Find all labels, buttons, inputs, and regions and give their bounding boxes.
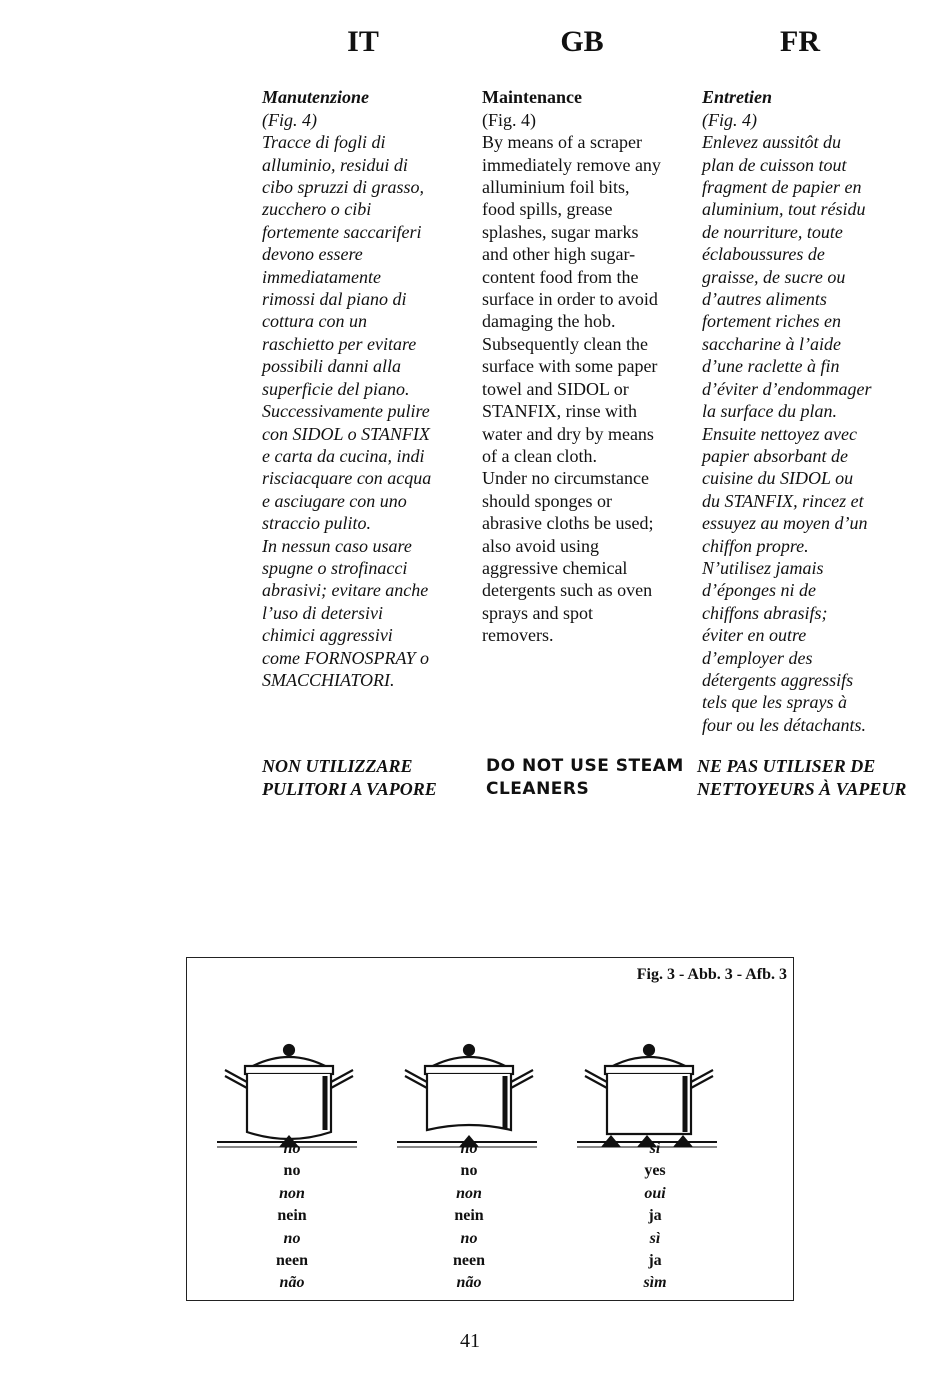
column-it [262,64,477,691]
section-body-fr: (Fig. 4) Enlevez aussitôt du plan de cuisson tout fragment de papier en aluminium, tout résidu de nourriture, toute éclaboussures de graisse, de sucre ou d’autres aliments fortement riches en saccharine à l’aide d’une raclette à fin d’éviter d’endommager la surface du plan. Ensuite nettoyez avec papier absorbant de cuisine du SIDOL ou du STANFIX, rincez et essuyez au moyen d’un chiffon propre. N’utilisez jamais d’éponges ni de chiffons abrasifs; éviter en outre d’employer des détergents aggressifs tels que les sprays à four ou les détachants. [702,109,872,735]
pot-illustration-1 [217,1000,357,1150]
warning-fr: NE PAS UTILISER DE NETTOYEURS À VAPEUR [697,756,907,799]
answer: não [456,1274,482,1292]
answer: nein [454,1207,484,1225]
answer: neen [453,1252,485,1270]
answer: nein [277,1207,307,1225]
page-number: 41 [460,1330,480,1352]
answers-pot-1 [252,1138,332,1295]
answers-pot-2 [429,1138,509,1295]
answer: sìm [643,1274,667,1292]
answer: non [279,1184,305,1202]
section-body-gb: (Fig. 4) By means of a scraper immediately remove any alluminium foil bits, food spills, grease splashes, sugar marks and other high sugar- content food from the surface in order to avoid damaging the hob. Subsequently clean the surface with some paper towel and SIDOL or STANFIX, rinse with water and dry by means of a clean cloth. Under no circumstance should sponges or abrasive cloths be used; also avoid using aggressive chemical detergents such as oven sprays and spot removers. [482,109,661,646]
answer: não [279,1274,305,1292]
answer: yes [644,1162,666,1180]
answer: ja [648,1252,662,1270]
answer: no [460,1162,478,1180]
column-gb [482,64,697,647]
answer: non [456,1184,482,1202]
section-body-it: (Fig. 4) Tracce di fogli di alluminio, residui di cibo spruzzi di grasso, zucchero o cibi fortemente saccariferi devono essere immediatamente rimossi dal piano di cottura con un raschietto per evitare possibili danni alla superficie del piano. Successivamente pulire con SIDOL o STANFIX e carta da cucina, indi risciacquare con acqua e asciugare con uno straccio pulito. In nessun caso usare spugne o strofinacci abrasivi; evitare anche l’uso di detersivi chimici aggressivi come FORNOSPRAY o SMACCHIATORI. [262,109,432,690]
column-fr [702,64,917,736]
warning-it: NON UTILIZZARE PULITORI A VAPORE [262,756,437,799]
section-title-fr: Entretien [702,87,773,108]
section-title-it: Manutenzione [262,87,370,108]
section-title-gb: Maintenance [482,87,582,108]
answer: no [460,1140,478,1157]
answers-pot-3 [615,1138,695,1295]
pot-illustration-3 [577,1000,717,1150]
header-it: IT [347,25,379,58]
answer: no [460,1229,478,1247]
answer: no [283,1229,301,1247]
answer: oui [644,1184,666,1202]
header-gb: GB [560,25,604,58]
warning-gb: DO NOT USE STEAM CLEANERS [486,756,684,799]
pot-illustration-2 [397,1000,537,1150]
answer: no [283,1162,301,1180]
answer: ja [648,1207,662,1225]
answer: neen [276,1252,308,1270]
answer: sì [649,1229,661,1247]
answer: no [283,1140,301,1157]
answer: sì [649,1140,661,1157]
header-fr: FR [780,25,820,58]
figure-title: Fig. 3 - Abb. 3 - Afb. 3 [636,966,787,983]
figure-box [186,957,794,1301]
